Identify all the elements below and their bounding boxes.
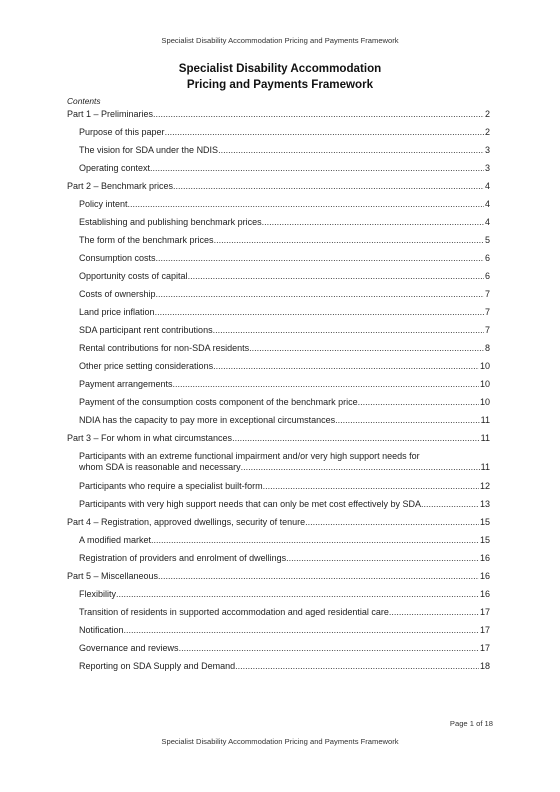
- toc-entry-transition[interactable]: Transition of residents in supported accommodation and aged residential care ..... 17: [79, 607, 490, 618]
- toc-entry-reporting[interactable]: Reporting on SDA Supply and Demand ..... 18: [79, 661, 490, 672]
- toc-entry-payment-arrangements[interactable]: Payment arrangements ..... 10: [79, 379, 490, 390]
- toc-entry-land-price-inflation[interactable]: Land price inflation ..... 7: [79, 307, 490, 318]
- contents-label: Contents: [67, 96, 101, 106]
- title-line-2: Pricing and Payments Framework: [186, 78, 374, 91]
- toc-entry-form-of-prices[interactable]: The form of the benchmark prices ..... 5: [79, 235, 490, 246]
- running-footer: Specialist Disability Accommodation Pricing and Payments Framework: [161, 737, 399, 746]
- toc-entry-registration[interactable]: Registration of providers and enrolment of dwellings ..... 16: [79, 553, 490, 564]
- toc-entry-flexibility[interactable]: Flexibility ..... 16: [79, 589, 490, 600]
- toc-entry-consumption-payment[interactable]: Payment of the consumption costs component of the benchmark price ..... 10: [79, 397, 490, 408]
- running-header: Specialist Disability Accommodation Pricing and Payments Framework: [161, 36, 399, 45]
- toc-entry-consumption-costs[interactable]: Consumption costs ..... 6: [79, 253, 490, 264]
- toc-entry-other-price-considerations[interactable]: Other price setting considerations ..... 10: [79, 361, 490, 372]
- toc-entry-policy-intent[interactable]: Policy intent ..... 4: [79, 199, 490, 210]
- toc-entry-very-high-support[interactable]: Participants with very high support needs that can only be met cost effectively by SDA ..... 13: [79, 499, 490, 510]
- toc-entry-part-1[interactable]: Part 1 – Preliminaries ..... 2: [67, 109, 490, 120]
- toc-entry-costs-of-ownership[interactable]: Costs of ownership ..... 7: [79, 289, 490, 300]
- toc-entry-opportunity-costs[interactable]: Opportunity costs of capital ..... 6: [79, 271, 490, 282]
- toc-entry-part-4[interactable]: Part 4 – Registration, approved dwellings, security of tenure ..... 15: [67, 517, 490, 528]
- toc-entry-participant-rent[interactable]: SDA participant rent contributions ..... 7: [79, 325, 490, 336]
- toc-entry-notification[interactable]: Notification ..... 17: [79, 625, 490, 636]
- toc-entry-part-5[interactable]: Part 5 – Miscellaneous ..... 16: [67, 571, 490, 582]
- page-number: Page 1 of 18: [449, 719, 493, 728]
- toc-entry-operating-context[interactable]: Operating context ..... 3: [79, 163, 490, 174]
- toc-entry-specialist-built-form[interactable]: Participants who require a specialist built-form ..... 12: [79, 481, 490, 492]
- toc-entry-modified-market[interactable]: A modified market ..... 15: [79, 535, 490, 546]
- toc-entry-non-sda-rent[interactable]: Rental contributions for non-SDA residents ..... 8: [79, 343, 490, 354]
- toc-entry-purpose[interactable]: Purpose of this paper ..... 2: [79, 127, 490, 138]
- title-line-1: Specialist Disability Accommodation: [178, 62, 382, 75]
- toc-entry-part-3[interactable]: Part 3 – For whom in what circumstances ..... 11: [67, 433, 490, 444]
- toc-entry-extreme-impairment[interactable]: Participants with an extreme functional impairment and/or very high support needs for whom SDA is reasonable and necessary ..... 11: [79, 451, 490, 473]
- toc-entry-establishing-prices[interactable]: Establishing and publishing benchmark prices ..... 4: [79, 217, 490, 228]
- toc-entry-ndia-capacity[interactable]: NDIA has the capacity to pay more in exceptional circumstances ..... 11: [79, 415, 490, 426]
- toc-entry-part-2[interactable]: Part 2 – Benchmark prices ..... 4: [67, 181, 490, 192]
- toc-entry-vision[interactable]: The vision for SDA under the NDIS ..... 3: [79, 145, 490, 156]
- toc-entry-governance[interactable]: Governance and reviews ..... 17: [79, 643, 490, 654]
